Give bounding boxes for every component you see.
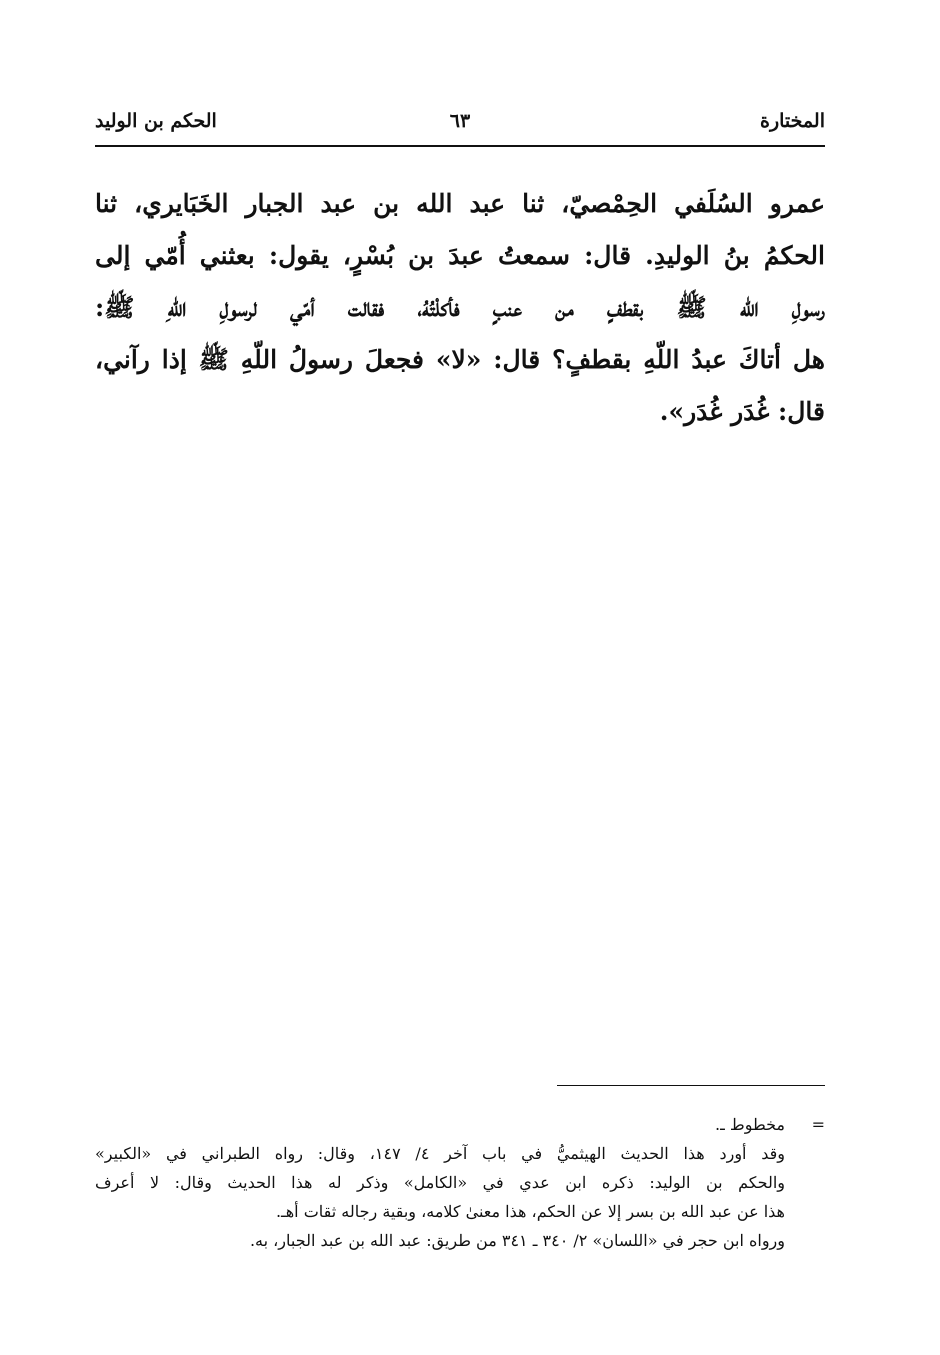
footnote-line: هذا عن عبد الله بن بسر إلا عن الحكم، هذا معنىٰ كلامه، وبقية رجاله ثقات أهـ. xyxy=(275,1202,785,1221)
footnote-line: والحكم بن الوليد: ذكره ابن عدي في «الكامل» وذكر له هذا الحديث وقال: لا أعرف xyxy=(95,1173,785,1192)
footnote-continuation-marker: = xyxy=(811,1115,825,1134)
page-number: ٦٣ xyxy=(449,110,471,132)
header-divider xyxy=(95,145,825,147)
footnote-line: مخطوط ـ. xyxy=(715,1115,785,1134)
main-text-line: عمرو السُلَفي الحِمْصيّ، ثنا عبد الله بن عبد الجبار الخَبَايري، ثنا xyxy=(95,189,825,218)
section-title: المختارة xyxy=(760,110,825,132)
main-text-line: قال: غُدَر غُدَر». xyxy=(659,397,825,426)
footnotes xyxy=(95,1110,825,1255)
main-text xyxy=(95,178,825,438)
main-text-line: الحكمُ بنُ الوليدِ. قال: سمعتُ عبدَ بن بُسْرٍ، يقول: بعثني أُمّي إلى xyxy=(95,241,825,270)
footnote-line: وقد أورد هذا الحديث الهيثميُّ في باب آخر ٤/ ١٤٧، وقال: رواه الطبراني في «الكبير» xyxy=(95,1144,786,1163)
footnote-line: ورواه ابن حجر في «اللسان» ٢/ ٣٤٠ ـ ٣٤١ من طريق: عبد الله بن عبد الجبار، به. xyxy=(249,1231,785,1250)
chapter-title: الحكم بن الوليد xyxy=(95,110,217,132)
main-text-line: رسولِ اللّه ﷺ بقطفٍ من عنبٍ فأكلْتُهُ، فقالت أمّي لرسولِ اللّهِ ﷺ: xyxy=(95,293,825,322)
main-text-line: هل أتاكَ عبدُ اللّهِ بقطفٍ؟ قال: «لا» فجعلَ رسولُ اللّهِ ﷺ إذا رآني، xyxy=(95,345,825,374)
running-header xyxy=(95,110,825,144)
footnote-divider xyxy=(557,1085,825,1086)
